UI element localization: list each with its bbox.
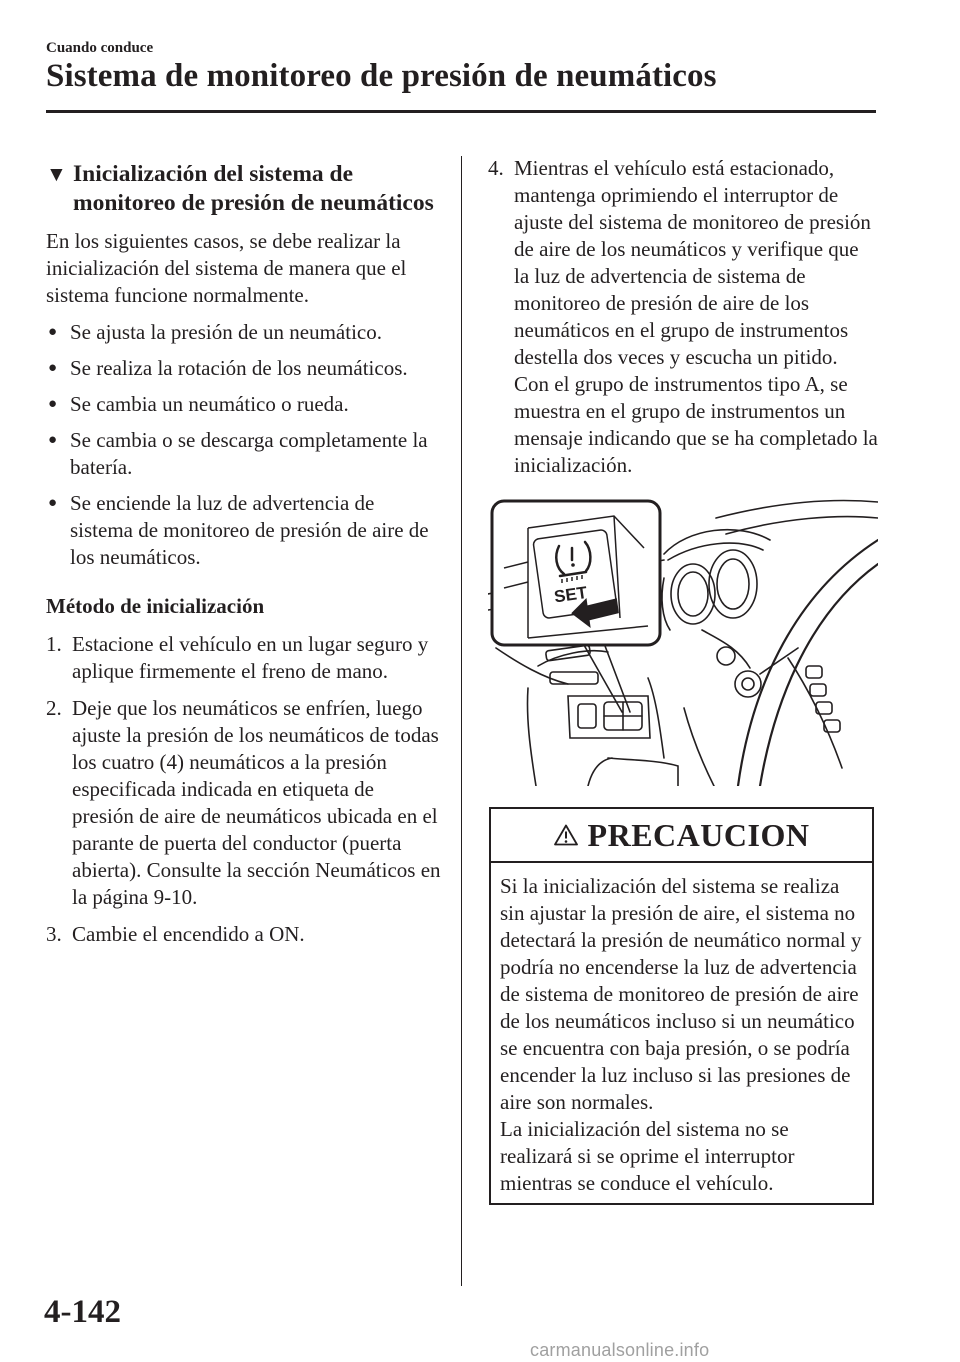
caution-text: Si la inicialización del sistema se realiza sin ajustar la presión de aire, el sistema no detectará la presión de neumático normal y podría no encenderse la luz de advertencia de sistema de monitoreo de presión de aire de los neumáticos incluso si un neumático se encuentra con baja presión, o se podría encender la luz incluso si las presiones de aire son normales. — [500, 874, 862, 1114]
method-heading: Método de inicialización — [46, 594, 265, 618]
bullet-text: Se enciende la luz de advertencia de sistema de monitoreo de presión de aire de los neumáticos. — [70, 491, 429, 569]
section-heading — [46, 160, 441, 218]
step-text: Deje que los neumáticos se enfríen, luego ajuste la presión de los neumáticos de todas los cuatro (4) neumáticos a la presión especificada indicada en etiqueta de presión de aire de neumáticos ubicada en el parante de puerta del conductor (puerta abierta). Consulte la sección Neumáticos en la página 9-10. — [72, 696, 441, 909]
step-item — [46, 695, 441, 911]
step-item — [488, 155, 878, 479]
caution-title: PRECAUCION — [587, 816, 810, 853]
caution-box — [489, 807, 874, 1205]
left-column — [46, 160, 441, 958]
caution-body — [491, 863, 872, 1197]
bullet-icon: ● — [48, 432, 58, 448]
page-title: Sistema de monitoreo de presión de neumáticos — [46, 58, 717, 94]
column-divider — [461, 156, 462, 1286]
step-number: 3. — [46, 922, 62, 946]
step-item — [46, 631, 441, 685]
step-number: 4. — [488, 156, 504, 180]
bullet-icon: ● — [48, 324, 58, 340]
bullet-text: Se realiza la rotación de los neumáticos. — [70, 356, 408, 380]
page-number: 4-142 — [44, 1294, 121, 1330]
bullet-icon: ● — [48, 360, 58, 376]
list-item — [46, 490, 441, 571]
list-item — [46, 355, 441, 382]
step-text: Estacione el vehículo en un lugar seguro y aplique firmemente el freno de mano. — [72, 632, 429, 683]
step-item — [46, 921, 441, 948]
bullet-icon: ● — [48, 495, 58, 511]
dashboard-illustration — [488, 498, 878, 786]
list-item — [46, 391, 441, 418]
step-note: Con el grupo de instrumentos tipo A, se muestra en el grupo de instrumentos un mensaje indicando que se ha completado la inicialización. — [514, 372, 878, 477]
step-number: 2. — [46, 696, 62, 720]
step-text: Cambie el encendido a ON. — [72, 922, 305, 946]
heading-line-2: monitoreo de presión de neumáticos — [73, 190, 434, 216]
caution-text: La inicialización del sistema no se realizará si se oprime el interruptor mientras se conduce el vehículo. — [500, 1117, 795, 1195]
title-divider — [46, 110, 876, 113]
warning-triangle-icon — [554, 824, 578, 846]
step-text: Mientras el vehículo está estacionado, mantenga oprimiendo el interruptor de ajuste del sistema de monitoreo de presión de aire de los neumáticos y verifique que la luz de advertencia de sistema de monitoreo de presión de aire de los neumáticos en el grupo de instrumentos destella dos veces y escucha un pitido. — [514, 156, 871, 369]
section-label: Cuando conduce — [46, 40, 154, 56]
heading-line-1: Inicialización del sistema de — [73, 161, 354, 187]
right-column — [488, 155, 878, 489]
bullet-text: Se ajusta la presión de un neumático. — [70, 320, 382, 344]
watermark: carmanualsonline.info — [530, 1340, 710, 1360]
bullet-icon: ● — [48, 396, 58, 412]
caution-header — [491, 809, 872, 863]
intro-paragraph: En los siguientes casos, se debe realizar la inicialización del sistema de manera que el sistema funcione normalmente. — [46, 229, 407, 307]
list-item — [46, 319, 441, 346]
list-item — [46, 427, 441, 481]
step-number: 1. — [46, 632, 62, 656]
triangle-down-icon: ▼ — [46, 162, 67, 186]
set-button-label: SET — [552, 582, 589, 607]
bullet-text: Se cambia o se descarga completamente la batería. — [70, 428, 428, 479]
bullet-text: Se cambia un neumático o rueda. — [70, 392, 349, 416]
